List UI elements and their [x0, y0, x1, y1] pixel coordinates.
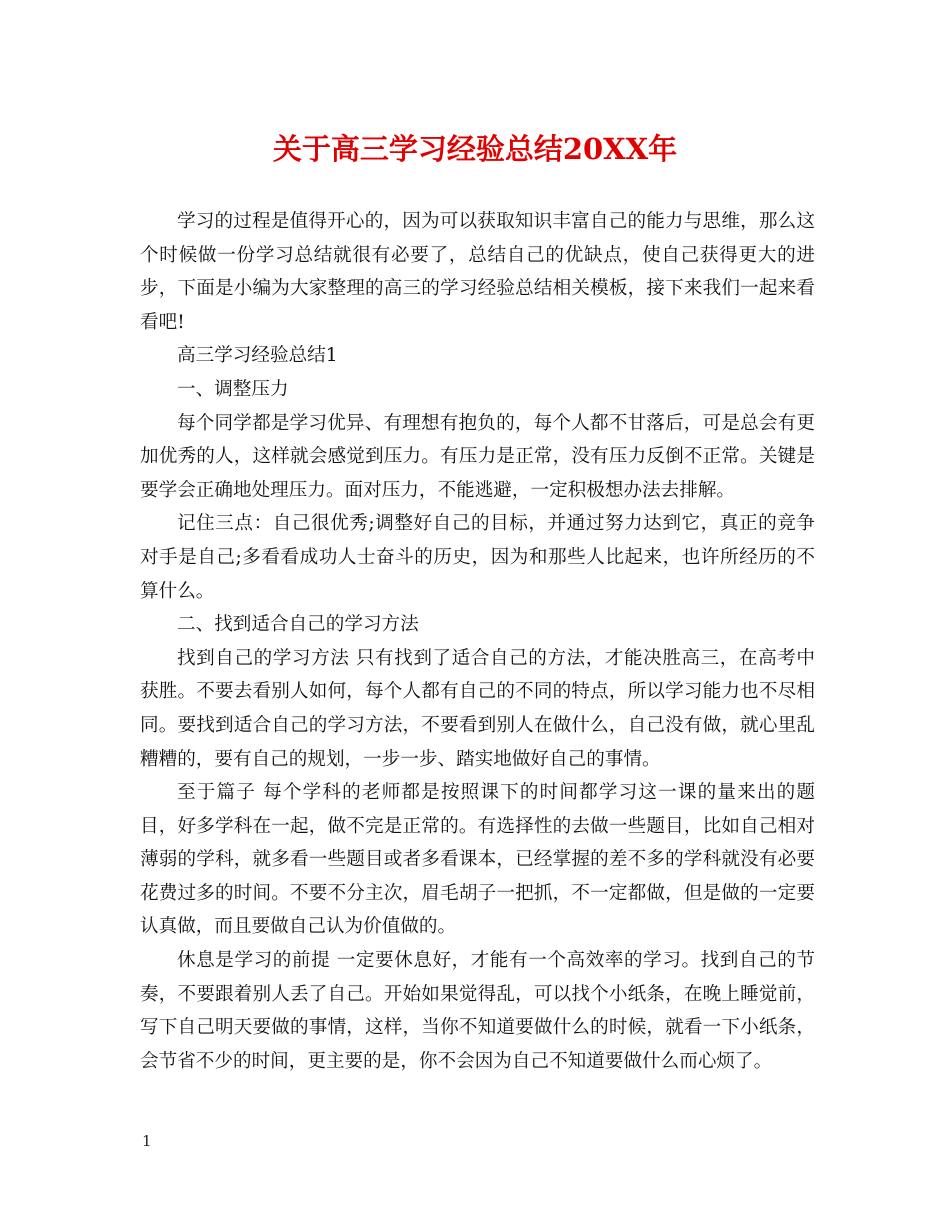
paragraph-worksheets: 至于篇子 每个学科的老师都是按照课下的时间都学习这一课的量来出的题目，好多学科在一起，做不完是正常的。有选择性的去做一些题目，比如自己相对薄弱的学科，就多看一些题目或者多看课本，已经掌握的差不多的学科就没有必要花费过多的时间。不要不分主次，眉毛胡子一把抓，不一定都做，但是做的一定要认真做，而且要做自己认为价值做的。 [140, 782, 815, 938]
paragraph-pressure: 每个同学都是学习优异、有理想有抱负的，每个人都不甘落后，可是总会有更加优秀的人，这样就会感觉到压力。有压力是正常，没有压力反倒不正常。关键是要学会正确地处理压力。面对压力，不能逃避，一定积极想办法去排解。 [140, 412, 815, 501]
paragraph-intro: 学习的过程是值得开心的，因为可以获取知识丰富自己的能力与思维，那么这个时候做一份学习总结就很有必要了，总结自己的优缺点，使自己获得更大的进步，下面是小编为大家整理的高三的学习经验总结相关模板，接下来我们一起来看看吧! [140, 211, 815, 333]
subheading-study-method: 二、找到适合自己的学习方法 [177, 614, 419, 636]
document-body [140, 205, 815, 1078]
page-number: 1 [142, 1132, 152, 1150]
subheading-adjust-pressure: 一、调整压力 [177, 378, 289, 400]
paragraph-study-method: 找到自己的学习方法 只有找到了适合自己的方法，才能决胜高三，在高考中获胜。不要去看别人如何，每个人都有自己的不同的特点，所以学习能力也不尽相同。要找到适合自己的学习方法，不要看到别人在做什么，自己没有做，就心里乱糟糟的，要有自己的规划，一步一步、踏实地做好自己的事情。 [140, 647, 815, 770]
paragraph-remember-three-points: 记住三点：自己很优秀;调整好自己的目标，并通过努力达到它，真正的竞争对手是自己;多看看成功人士奋斗的历史，因为和那些人比起来，也许所经历的不算什么。 [140, 513, 815, 602]
paragraph-rest: 休息是学习的前提 一定要休息好，才能有一个高效率的学习。找到自己的节奏，不要跟着别人丢了自己。开始如果觉得乱，可以找个小纸条，在晚上睡觉前，写下自己明天要做的事情，这样，当你不知道要做什么的时候，就看一下小纸条，会节省不少的时间，更主要的是，你不会因为自己不知道要做什么而心烦了。 [140, 950, 815, 1072]
section-heading-summary-1: 高三学习经验总结1 [177, 345, 338, 367]
document-title: 关于高三学习经验总结20XX年 [272, 132, 678, 166]
